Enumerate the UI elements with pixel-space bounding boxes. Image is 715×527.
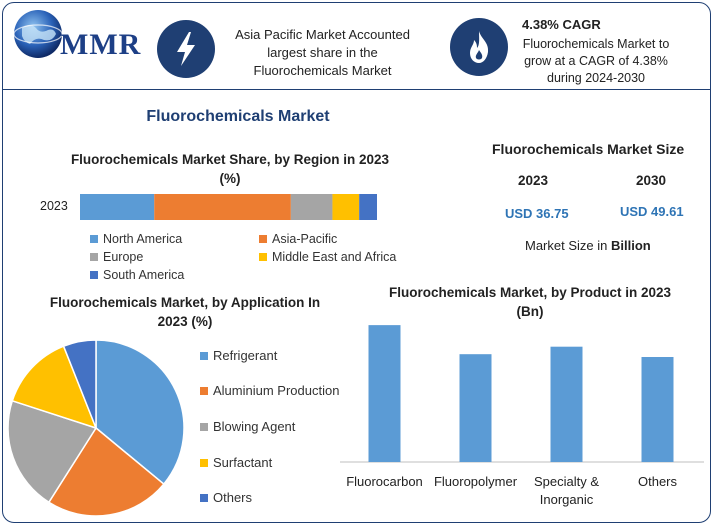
unit-note-prefix: Market Size in bbox=[525, 238, 608, 253]
market-size-value-2023: USD 36.75 bbox=[505, 206, 569, 221]
legend-europe bbox=[90, 250, 143, 264]
flame-icon bbox=[450, 18, 508, 76]
product-bar bbox=[369, 325, 401, 462]
market-size-title: Fluorochemicals Market Size bbox=[492, 141, 685, 157]
region-bar-segment bbox=[154, 194, 291, 220]
product-category-label: Specialty & bbox=[533, 474, 600, 489]
market-size-unit-note bbox=[525, 238, 651, 253]
product-bar-chart bbox=[340, 300, 710, 515]
legend-label: Europe bbox=[103, 250, 144, 264]
legend-south-america bbox=[90, 268, 184, 282]
page-title: Fluorochemicals Market bbox=[146, 108, 330, 125]
lightning-icon bbox=[157, 20, 215, 78]
legend-label: Aluminium Production bbox=[213, 383, 340, 398]
product-bar bbox=[551, 347, 583, 462]
legend-label: Surfactant bbox=[213, 455, 273, 470]
unit-note-unit: Billion bbox=[611, 238, 651, 253]
product-category-label: Fluoropolymer bbox=[433, 474, 518, 489]
legend-label: Refrigerant bbox=[213, 348, 278, 363]
pie-legend-others bbox=[200, 490, 252, 505]
product-category-label: Inorganic bbox=[539, 492, 594, 507]
pie-legend-aluminium-production bbox=[200, 383, 339, 398]
region-chart-category-label: 2023 bbox=[40, 199, 68, 213]
application-pie-chart bbox=[6, 338, 186, 518]
application-chart-title: Fluorochemicals Market, by Application In 2023 (%) bbox=[49, 295, 321, 329]
info-asia-pacific-text: Asia Pacific Market Accounted largest share in the Fluorochemicals Market bbox=[235, 27, 410, 78]
pie-legend-refrigerant bbox=[200, 348, 277, 363]
product-chart-title: Fluorochemicals Market, by Product in 2023 (Bn) bbox=[388, 285, 672, 319]
market-size-year-2030: 2030 bbox=[636, 173, 667, 188]
market-size-year-2023: 2023 bbox=[518, 173, 549, 188]
region-chart-title: Fluorochemicals Market Share, by Region in 2023 (%) bbox=[70, 152, 390, 186]
legend-north-america bbox=[90, 232, 182, 246]
region-bar-segment bbox=[359, 194, 377, 220]
product-bar bbox=[460, 354, 492, 462]
legend-asia-pacific bbox=[259, 232, 337, 246]
cagr-description: Fluorochemicals Market to grow at a CAGR of 4.38% during 2024-2030 bbox=[522, 37, 670, 85]
product-category-label: Fluorocarbon bbox=[346, 474, 423, 489]
header-divider bbox=[3, 89, 711, 90]
market-size-value-2030: USD 49.61 bbox=[620, 204, 684, 219]
legend-label: South America bbox=[103, 268, 185, 282]
legend-label: Asia-Pacific bbox=[272, 232, 338, 246]
legend-label: Blowing Agent bbox=[213, 419, 296, 434]
globe-logo-icon bbox=[12, 8, 64, 60]
pie-legend-blowing-agent bbox=[200, 419, 295, 434]
region-bar-segment bbox=[291, 194, 333, 220]
legend-label: Others bbox=[213, 490, 253, 505]
product-category-label: Others bbox=[637, 474, 678, 489]
region-bar-segment bbox=[332, 194, 359, 220]
region-bar-segment bbox=[80, 194, 154, 220]
cagr-title: 4.38% CAGR bbox=[522, 17, 601, 32]
legend-label: Middle East and Africa bbox=[272, 250, 397, 264]
region-stacked-bar-chart bbox=[80, 192, 380, 222]
legend-middle-east-africa bbox=[259, 250, 396, 264]
logo-text: MMR bbox=[60, 28, 142, 61]
product-bar bbox=[642, 357, 674, 462]
legend-label: North America bbox=[103, 232, 183, 246]
pie-legend-surfactant bbox=[200, 455, 272, 470]
